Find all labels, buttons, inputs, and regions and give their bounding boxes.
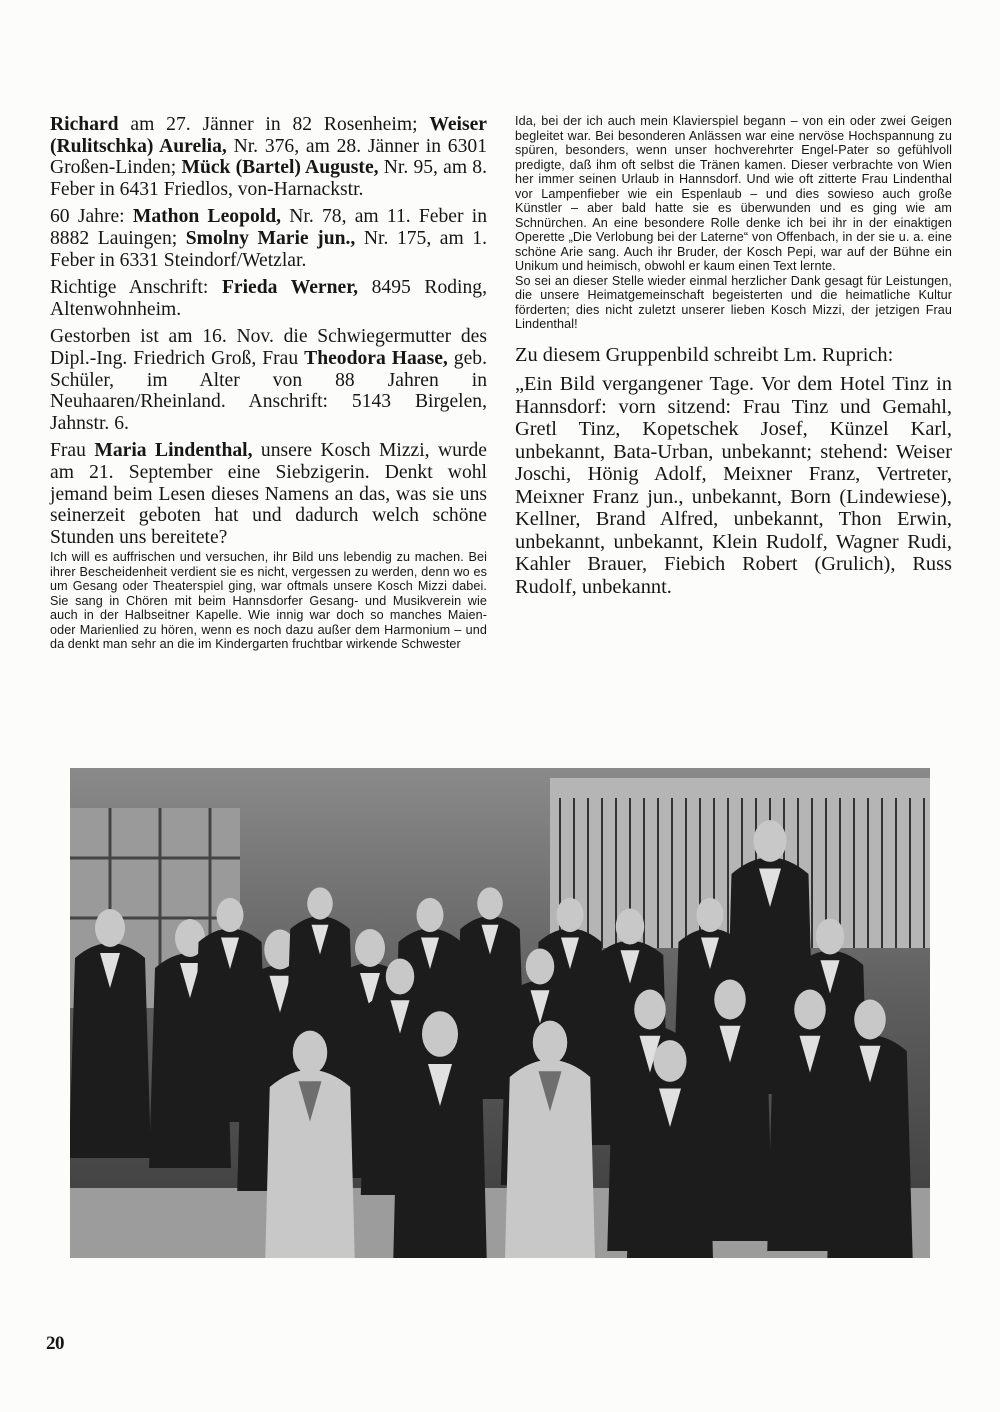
photo-intro-text: Zu diesem Gruppenbild schreibt Lm. Ruprich: [515, 343, 894, 366]
obituary-paragraph: Gestorben ist am 16. Nov. die Schwiegermutter des Dipl.-Ing. Friedrich Groß, Frau Theodora Haase, geb. Schüler, im Alter von 88 Jahren in Neuhaaren/Rheinland. Anschrift: 5143 Birgelen, Jahnstr. 6. [50, 326, 487, 434]
lindenthal-memoir-text: Ich will es auffrischen und versuchen, ihr Bild uns lebendig zu machen. Bei ihrer Bescheidenheit verdient sie es nicht, vergessen zu werden, denn wo es um Gesang oder Theaterspiel ging, war oftmals unsere Kosch Mizzi dabei. Sie sang in Chören mit beim Hannsdorfer Gesang- und Musikverein wie auch in der Halbseitner Kapelle. Wie innig war doch so manches Maien- oder Marienlied zu hören, wenn es noch dazu außer dem Harmonium – und da denkt man sehr an die im Kindergarten fruchtbar wirkende Schwester [50, 550, 487, 652]
address-correction-paragraph: Richtige Anschrift: Frieda Werner, 8495 Roding, Altenwohnheim. [50, 277, 487, 320]
birthday-paragraph: Richard am 27. Jänner in 82 Rosenheim; Weiser (Rulitschka) Aurelia, Nr. 376, am 28. Jänner in 6301 Großen-Linden; Mück (Bartel) Auguste, Nr. 95, am 8. Feber in 6431 Friedlos, von-Harnackstr. [50, 114, 487, 200]
page-number: 20 [46, 1333, 64, 1354]
memoir-continued-text: Ida, bei der ich auch mein Klavierspiel begann – von ein oder zwei Geigen begleitet war. Bei besonderen Anlässen war eine nervöse Hochspannung zu spüren, besonders, wenn unser hochverehrter Engel-Pater so gefühlvoll predigte, daß ihm oft selbst die Tränen kamen. Dieser verbrachte von Wien her immer seinen Urlaub in Hannsdorf. Und wie oft zitterte Frau Lindenthal vor Lampenfieber wie ein Espenlaub – und dies sowieso auch große Künstler – aber bald hatte sie es überwunden und es ging wie am Schnürchen. An eine besondere Rolle denke ich bei ihr in der einaktigen Operette „Die Verlobung bei der Laterne“ von Offenbach, in der sie u. a. eine schöne Arie sang. Auch ihr Bruder, der Kosch Pepi, war auf der Bühne ein Unikum und heimisch, obwohl er kaum einen Text lernte. [515, 114, 952, 273]
photo-caption-text: „Ein Bild vergangener Tage. Vor dem Hotel Tinz in Hannsdorf: vorn sitzend: Frau Tinz und Gemahl, Gretl Tinz, Kopetschek Josef, Künzel Karl, unbekannt, Bata-Urban, unbekannt; stehend: Weiser Joschi, Hönig Adolf, Meixner Franz, Vertreter, Meixner Franz jun., unbekannt, Born (Lindewiese), Kellner, Brand Alfred, unbekannt, Thon Erwin, unbekannt, unbekannt, Klein Rudolf, Wagner Rudi, Kahler Brauer, Fiebich Robert (Grulich), Russ Rudolf, unbekannt. [515, 373, 952, 598]
sixtieth-birthdays-paragraph: 60 Jahre: Mathon Leopold, Nr. 78, am 11. Feber in 8882 Lauingen; Smolny Marie jun., Nr. 175, am 1. Feber in 6331 Steindorf/Wetzlar. [50, 206, 487, 271]
left-column [50, 114, 487, 652]
right-column [515, 114, 952, 605]
group-photo [70, 768, 930, 1258]
thanks-text: So sei an dieser Stelle wieder einmal herzlicher Dank gesagt für Leistungen, die unsere Heimatgemeinschaft begeisterten und die heimatliche Kultur förderten; dies nicht zuletzt unserer lieben Kosch Mizzi, der jetzigen Frau Lindenthal! [515, 273, 952, 331]
lindenthal-intro-paragraph: Frau Maria Lindenthal, unsere Kosch Mizzi, wurde am 21. September eine Siebzigerin. Denkt wohl jemand beim Lesen dieses Namens an das, was sie uns seinerzeit geboten hat und dadurch welch schöne Stunden uns bereitete? [50, 440, 487, 548]
group-photo-icon [70, 768, 930, 1258]
